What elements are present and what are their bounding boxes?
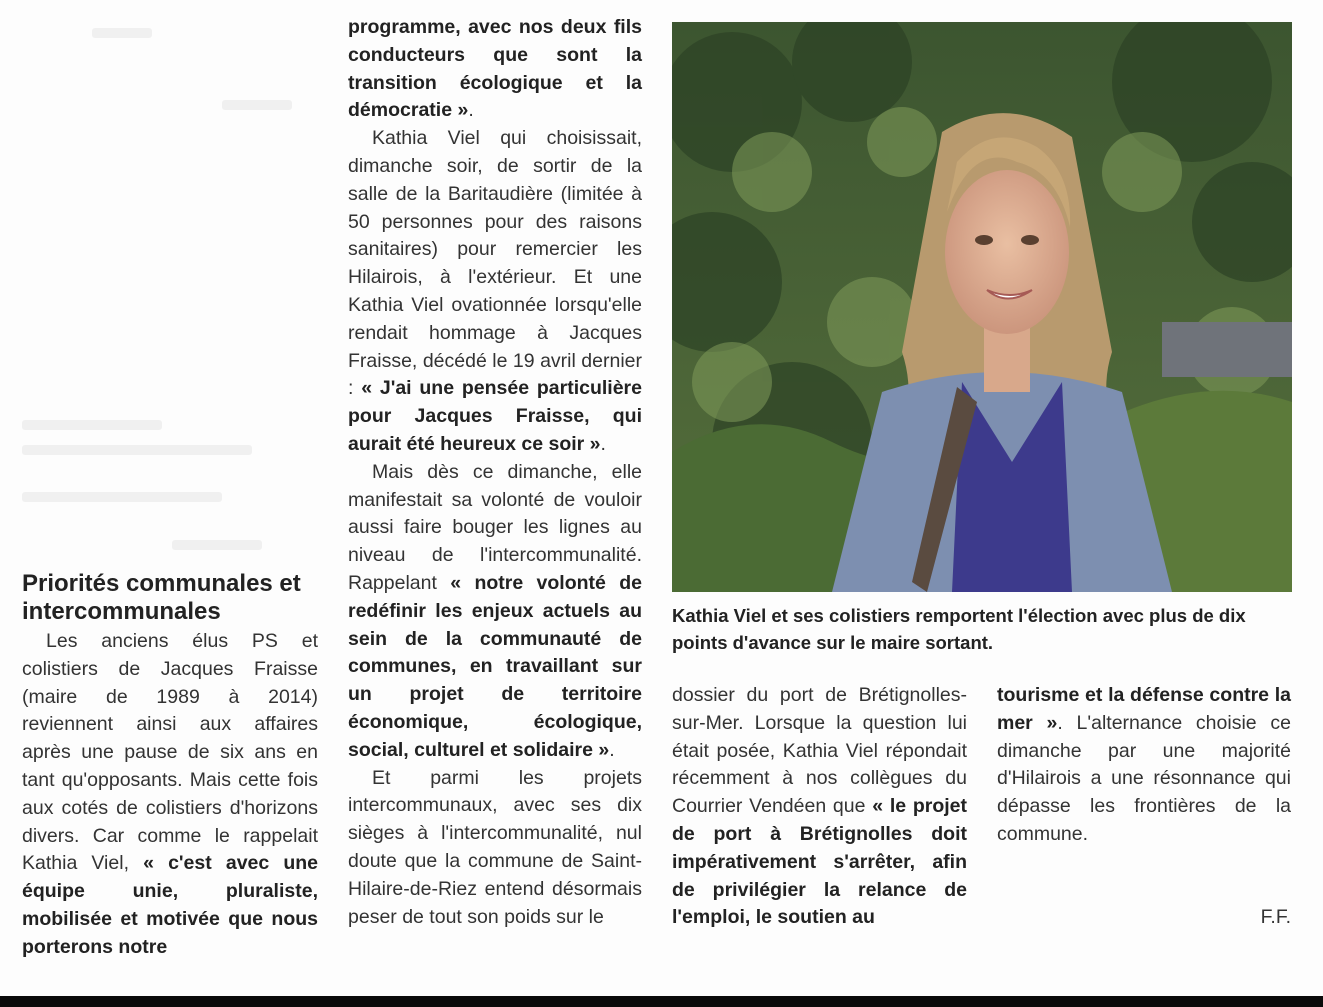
column-2 bbox=[348, 14, 642, 931]
section-subhead: Priorités communales et intercommunales bbox=[22, 570, 301, 625]
portrait-photo bbox=[672, 22, 1292, 592]
column-3 bbox=[672, 682, 967, 932]
quote: « le projet de port à Brétignolles doit impérativement s'arrêter, afin de privilégier la relance de l'emploi, le soutien au bbox=[672, 795, 967, 929]
photo-illustration bbox=[672, 22, 1292, 592]
photo-caption: Kathia Viel et ses colistiers remportent l'élection avec plus de dix points d'avance sur le maire sortant. bbox=[672, 605, 1246, 653]
paragraph: Et parmi les projets intercommunaux, avec ses dix sièges à l'intercommunalité, nul doute que la commune de Saint-Hilaire-de-Riez entend désormais peser de tout son poids sur le bbox=[348, 766, 642, 928]
paragraph: Les anciens élus PS et colistiers de Jacques Fraisse (maire de 1989 à 2014) reviennent ainsi aux affaires après une pause de six ans en tant qu'opposants. Mais cette fois aux cotés de colistiers d'horizons divers. Car comme le rappelait Kathia Viel, « c'est avec une équipe unie, pluraliste, mobilisée et motivée que nous porterons notre bbox=[22, 630, 319, 958]
paragraph: Mais dès ce dimanche, elle manifestait sa volonté de vouloir aussi faire bouger les lignes au niveau de l'intercommunalité. Rappelant « notre volonté de redéfinir les enjeux actuels au sein de la communauté de communes, en travaillant sur un projet de territoire économique, écologique, social, culturel et solidaire ». bbox=[348, 460, 642, 761]
quote: « notre volonté de redéfinir les enjeux actuels au sein de la communauté de communes, en travaillant sur un projet de territoire économique, écologique, social, culturel et solidaire » bbox=[348, 571, 642, 761]
quote: programme, avec nos deux fils conducteurs que sont la transition écologique et la démocratie » bbox=[348, 16, 642, 122]
bottom-bar bbox=[0, 996, 1323, 1007]
paragraph: tourisme et la défense contre la mer ». L'alternance choisie ce dimanche par une majorité d'Hilairois a une résonnance qui dépasse les frontières de la commune. bbox=[997, 684, 1291, 845]
faded-prior-column bbox=[22, 0, 318, 560]
paragraph: Kathia Viel qui choisissait, dimanche soir, de sortir de la salle de la Baritaudière (limitée à 50 personnes pour des raisons sanitaires) pour remercier les Hilairois, à l'extérieur. Et une Kathia Viel ovationnée lorsqu'elle rendait hommage à Jacques Fraisse, décédé le 19 avril dernier : « J'ai une pensée particulière pour Jacques Fraisse, qui aurait été heureux ce soir ». bbox=[348, 127, 642, 455]
quote: tourisme et la défense contre la mer » bbox=[997, 684, 1291, 734]
paragraph: dossier du port de Brétignolles-sur-Mer. Lorsque la question lui était posée, Kathia Viel répondait récemment à nos collègues du Courrier Vendéen que « le projet de port à Brétignolles doit impérativement s'arrêter, afin de privilégier la relance de l'emploi, le soutien au bbox=[672, 684, 967, 929]
quote: « J'ai une pensée particulière pour Jacques Fraisse, qui aurait été heureux ce soir » bbox=[348, 377, 642, 455]
column-4 bbox=[997, 682, 1291, 849]
column-1 bbox=[22, 570, 318, 962]
author-signature: F.F. bbox=[1260, 906, 1291, 928]
paragraph: programme, avec nos deux fils conducteurs que sont la transition écologique et la démocratie ». bbox=[348, 16, 642, 122]
quote: « c'est avec une équipe unie, pluraliste, mobilisée et motivée que nous porterons notre bbox=[22, 852, 319, 958]
